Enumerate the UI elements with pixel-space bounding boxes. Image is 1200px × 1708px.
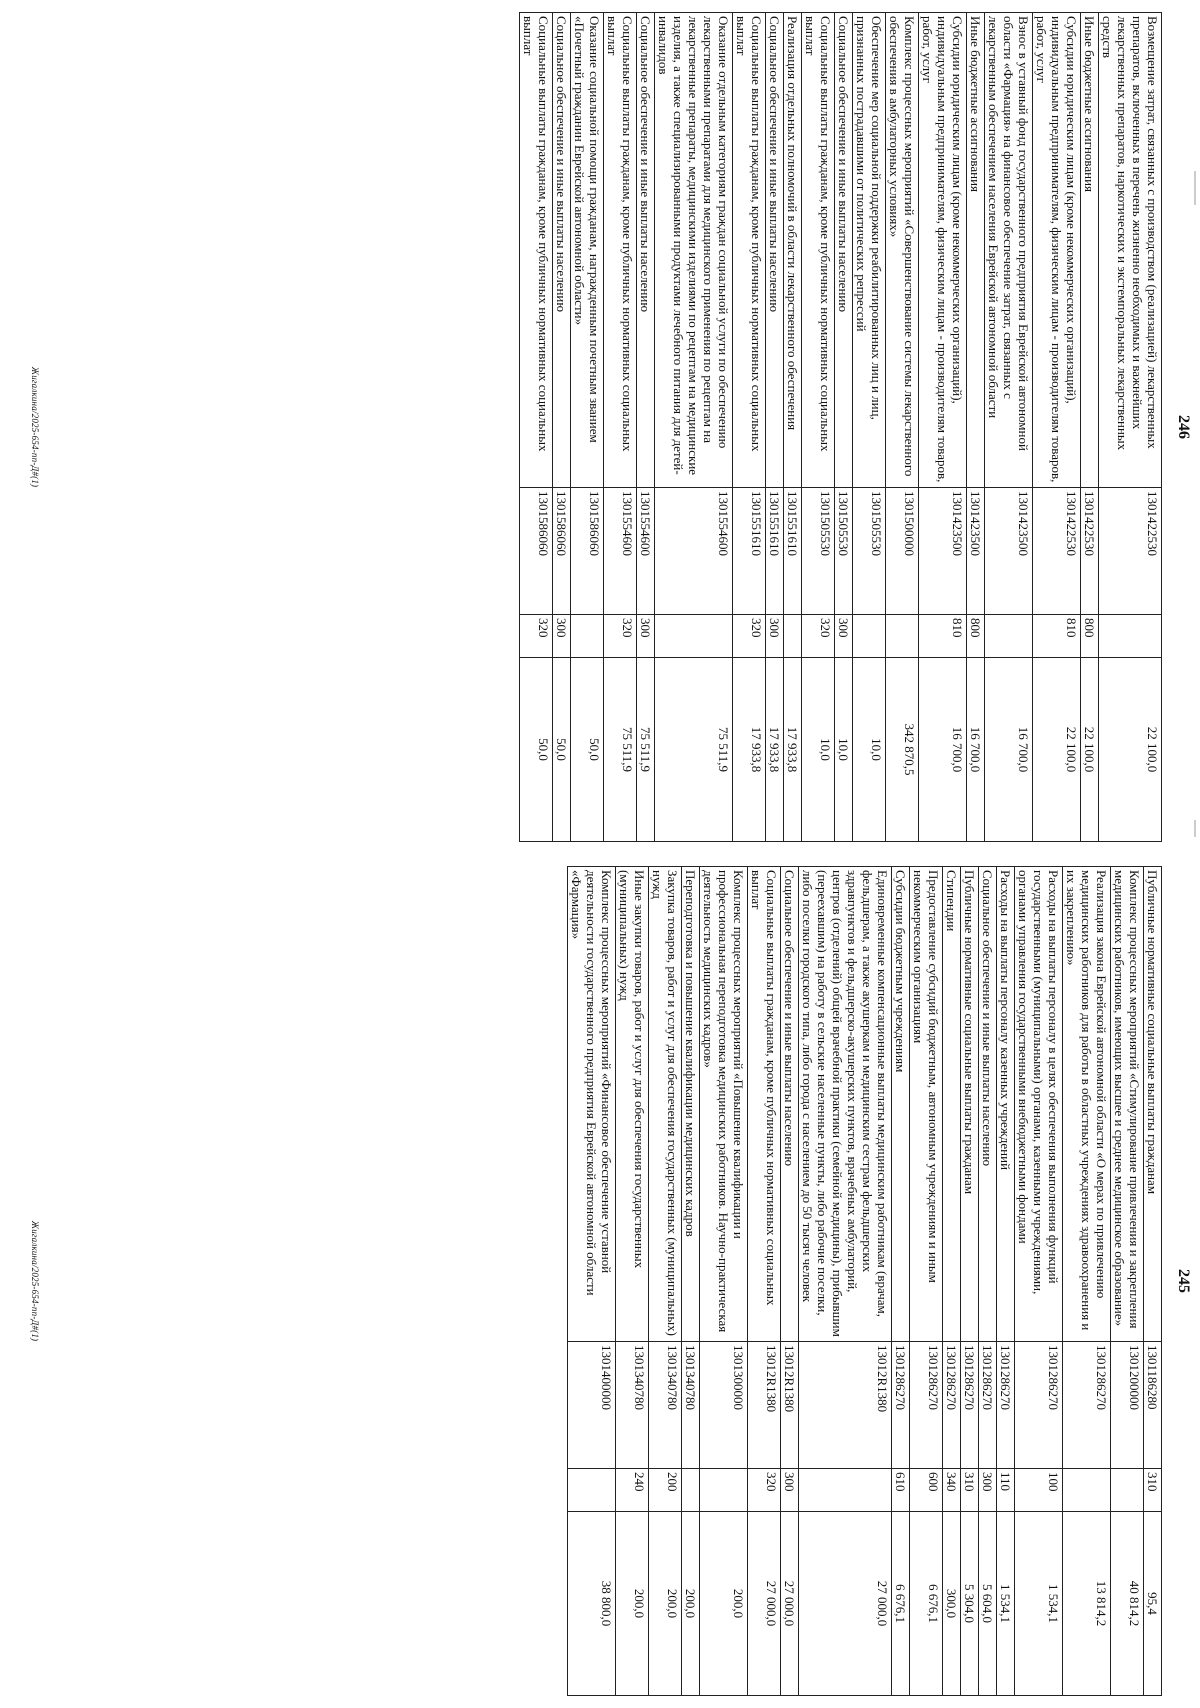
target-code-cell: 1301286270	[892, 1342, 910, 1469]
expense-type-cell: 300	[766, 615, 784, 658]
amount-cell: 200,0	[649, 1512, 682, 1696]
table-row	[748, 867, 781, 1696]
table-row	[784, 13, 802, 842]
row-name-cell: Оказание отдельным категориям граждан социальной услуги по обеспечению лекарственными препаратами для медицинского применения по рецептам на лекарственные препараты, медицинскими изделиями по рецептам на медицинские изделия, а также специализированными продуктами лечебного питания для детей-инвалидов	[655, 13, 733, 488]
expense-type-cell: 340	[943, 1469, 961, 1512]
table-row	[892, 867, 910, 1696]
table-row	[997, 867, 1015, 1696]
target-code-cell: 1301286270	[943, 1342, 961, 1469]
row-name-cell: Оказание социальной помощи гражданам, награжденным почетным званием «Почетный гражданин Еврейской автономной области»	[571, 13, 604, 488]
row-name-cell: Взнос в уставный фонд государственного предприятия Еврейской автономной области «Фармация» на финансовое обеспечение затрат, связанных с лекарственным обеспечением населения Еврейской автономной области	[985, 13, 1033, 488]
table-row	[553, 13, 571, 842]
expense-type-cell	[571, 615, 604, 658]
amount-cell: 75 511,9	[655, 658, 733, 842]
amount-cell: 50,0	[571, 658, 604, 842]
table-row	[733, 13, 766, 842]
row-name-cell: Социальное обеспечение и иные выплаты населению	[553, 13, 571, 488]
document-footer: Жигалкина/2025-654-пп-Д#(1)	[30, 366, 40, 488]
target-code-cell: 1301500000	[886, 488, 919, 615]
expense-type-cell	[655, 615, 733, 658]
row-name-cell: Обеспечение мер социальной поддержки реабилитированных лиц и лиц, признанных пострадавшими от политических репрессий	[853, 13, 886, 488]
amount-cell: 6 676,1	[910, 1512, 943, 1696]
amount-cell: 342 870,5	[886, 658, 919, 842]
amount-cell: 17 933,8	[733, 658, 766, 842]
table-row	[1081, 13, 1099, 842]
row-name-cell: Реализация закона Еврейской автономной области «О мерах по привлечению медицинских работников для работы в областных учреждениях здравоохранения и их закреплению»	[1063, 867, 1111, 1342]
table-row	[700, 867, 748, 1696]
page-245-half	[0, 854, 1200, 1708]
amount-cell: 27 000,0	[799, 1512, 892, 1696]
row-name-cell: Социальное обеспечение и иные выплаты населению	[781, 867, 799, 1342]
amount-cell: 75 511,9	[637, 658, 655, 842]
expense-type-cell: 300	[781, 1469, 799, 1512]
expense-type-cell: 110	[997, 1469, 1015, 1512]
row-name-cell: Субсидии бюджетным учреждениям	[892, 867, 910, 1342]
row-name-cell: Предоставление субсидий бюджетным, автономным учреждениям и иным некоммерческим организациям	[910, 867, 943, 1342]
expense-type-cell: 310	[1144, 1469, 1162, 1512]
target-code-cell: 1301554600	[637, 488, 655, 615]
target-code-cell: 1301400000	[568, 1342, 616, 1469]
amount-cell: 200,0	[700, 1512, 748, 1696]
table-row	[568, 867, 616, 1696]
expense-type-cell	[568, 1469, 616, 1512]
target-code-cell: 1301554600	[655, 488, 733, 615]
target-code-cell: 1301286270	[910, 1342, 943, 1469]
target-code-cell: 1301551610	[784, 488, 802, 615]
target-code-cell: 1301505530	[835, 488, 853, 615]
table-row	[1015, 867, 1063, 1696]
expense-type-cell: 200	[649, 1469, 682, 1512]
table-row	[766, 13, 784, 842]
amount-cell: 22 100,0	[1099, 658, 1162, 842]
amount-cell: 50,0	[520, 658, 553, 842]
table-row	[1033, 13, 1081, 842]
amount-cell: 16 700,0	[967, 658, 985, 842]
amount-cell: 40 814,2	[1111, 1512, 1144, 1696]
table-row	[682, 867, 700, 1696]
expense-type-cell: 300	[553, 615, 571, 658]
budget-table	[519, 12, 1162, 842]
row-name-cell: Субсидии юридическим лицам (кроме некоммерческих организаций), индивидуальным предпринимателям, физическим лицам - производителям товаров, работ, услуг	[1033, 13, 1081, 488]
amount-cell: 10,0	[853, 658, 886, 842]
expense-type-cell: 320	[520, 615, 553, 658]
row-name-cell: Публичные нормативные социальные выплаты гражданам	[1144, 867, 1162, 1342]
expense-type-cell	[799, 1469, 892, 1512]
table-row	[1063, 867, 1111, 1696]
budget-table	[567, 866, 1162, 1696]
expense-type-cell: 240	[616, 1469, 649, 1512]
expense-type-cell: 100	[1015, 1469, 1063, 1512]
table-row	[649, 867, 682, 1696]
amount-cell: 1 534,1	[1015, 1512, 1063, 1696]
row-name-cell: Закупка товаров, работ и услуг для обеспечения государственных (муниципальных) нужд	[649, 867, 682, 1342]
target-code-cell: 1301422530	[1081, 488, 1099, 615]
table-row	[886, 13, 919, 842]
target-code-cell: 1301586060	[553, 488, 571, 615]
row-name-cell: Расходы на выплаты персоналу казенных учреждений	[997, 867, 1015, 1342]
target-code-cell: 1301286270	[997, 1342, 1015, 1469]
table-row	[910, 867, 943, 1696]
expense-type-cell: 310	[961, 1469, 979, 1512]
table-row	[919, 13, 967, 842]
table-row	[637, 13, 655, 842]
target-code-cell: 1301186280	[1144, 1342, 1162, 1469]
amount-cell: 5 604,0	[979, 1512, 997, 1696]
row-name-cell: Социальные выплаты гражданам, кроме публичных нормативных социальных выплат	[802, 13, 835, 488]
target-code-cell: 1301340780	[616, 1342, 649, 1469]
target-code-cell: 1301423500	[919, 488, 967, 615]
amount-cell: 200,0	[682, 1512, 700, 1696]
expense-type-cell	[1111, 1469, 1144, 1512]
table-row	[985, 13, 1033, 842]
amount-cell: 75 511,9	[604, 658, 637, 842]
expense-type-cell: 300	[979, 1469, 997, 1512]
target-code-cell: 1301551610	[733, 488, 766, 615]
target-code-cell: 1301286270	[961, 1342, 979, 1469]
amount-cell: 1 534,1	[997, 1512, 1015, 1696]
target-code-cell: 1301286270	[1015, 1342, 1063, 1469]
row-name-cell: Социальные выплаты гражданам, кроме публичных нормативных социальных выплат	[604, 13, 637, 488]
row-name-cell: Возмещение затрат, связанных с производством (реализацией) лекарственных препаратов, включенных в перечень жизненно необходимых и важнейших лекарственных препаратов, наркотических и экстемпоральных лекарственных средств	[1099, 13, 1162, 488]
row-name-cell: Социальные выплаты гражданам, кроме публичных нормативных социальных выплат	[520, 13, 553, 488]
table-row	[604, 13, 637, 842]
target-code-cell: 1301505530	[853, 488, 886, 615]
target-code-cell: 1301423500	[967, 488, 985, 615]
amount-cell: 27 000,0	[748, 1512, 781, 1696]
expense-type-cell: 320	[733, 615, 766, 658]
target-code-cell: 1301340780	[649, 1342, 682, 1469]
row-name-cell: Комплекс процессных мероприятий «Финансовое обеспечение уставной деятельности государственного предприятия Еврейской автономной области «Фармация»	[568, 867, 616, 1342]
expense-type-cell: 300	[835, 615, 853, 658]
amount-cell: 6 676,1	[892, 1512, 910, 1696]
target-code-cell: 1301286270	[1063, 1342, 1111, 1469]
row-name-cell: Комплекс процессных мероприятий «Стимулирование привлечения и закрепления медицинских работников, имеющих высшее и среднее медицинское образование»	[1111, 867, 1144, 1342]
table-row	[943, 867, 961, 1696]
expense-type-cell	[700, 1469, 748, 1512]
amount-cell: 22 100,0	[1081, 658, 1099, 842]
amount-cell: 10,0	[835, 658, 853, 842]
page-245	[0, 854, 1200, 1708]
amount-cell: 13 814,2	[1063, 1512, 1111, 1696]
expense-type-cell	[985, 615, 1033, 658]
target-code-cell: 1301422530	[1033, 488, 1081, 615]
amount-cell: 17 933,8	[766, 658, 784, 842]
expense-type-cell	[1099, 615, 1162, 658]
expense-type-cell: 810	[919, 615, 967, 658]
page-number: 246	[1175, 415, 1192, 439]
target-code-cell: 1301422530	[1099, 488, 1162, 615]
amount-cell: 22 100,0	[1033, 658, 1081, 842]
expense-type-cell: 810	[1033, 615, 1081, 658]
expense-type-cell: 320	[604, 615, 637, 658]
row-name-cell: Иные бюджетные ассигнования	[1081, 13, 1099, 488]
amount-cell: 200,0	[616, 1512, 649, 1696]
expense-type-cell	[784, 615, 802, 658]
expense-type-cell	[886, 615, 919, 658]
row-name-cell: Социальное обеспечение и иные выплаты населению	[637, 13, 655, 488]
table-row	[967, 13, 985, 842]
row-name-cell: Реализация отдельных полномочий в области лекарственного обеспечения	[784, 13, 802, 488]
row-name-cell: Социальное обеспечение и иные выплаты населению	[979, 867, 997, 1342]
amount-cell: 16 700,0	[919, 658, 967, 842]
table-row	[520, 13, 553, 842]
table-row	[655, 13, 733, 842]
table-row	[979, 867, 997, 1696]
table-row	[1111, 867, 1144, 1696]
target-code-cell: 1301554600	[604, 488, 637, 615]
page-number: 245	[1175, 1269, 1192, 1293]
table-row	[571, 13, 604, 842]
row-name-cell: Социальное обеспечение и иные выплаты населению	[835, 13, 853, 488]
amount-cell: 95,4	[1144, 1512, 1162, 1696]
table-row	[1144, 867, 1162, 1696]
row-name-cell: Расходы на выплаты персоналу в целях обеспечения выполнения функций государственными (муниципальными) органами, казенными учреждениями, органами управления государственными внебюджетными фондами	[1015, 867, 1063, 1342]
expense-type-cell: 600	[910, 1469, 943, 1512]
table-row	[616, 867, 649, 1696]
amount-cell: 16 700,0	[985, 658, 1033, 842]
target-code-cell: 1301300000	[700, 1342, 748, 1469]
amount-cell: 5 304,0	[961, 1512, 979, 1696]
target-code-cell: 1301505530	[802, 488, 835, 615]
row-name-cell: Социальное обеспечение и иные выплаты населению	[766, 13, 784, 488]
amount-cell: 50,0	[553, 658, 571, 842]
scan-edge-marks	[1194, 0, 1196, 1708]
row-name-cell: Социальные выплаты гражданам, кроме публичных нормативных социальных выплат	[748, 867, 781, 1342]
target-code-cell: 13012R1380	[781, 1342, 799, 1469]
row-name-cell: Единовременные компенсационные выплаты медицинским работникам (врачам, фельдшерам, а также акушеркам и медицинским сестрам фельдшерских здравпунктов и фельдшерско-акушерских пунктов, врачебных амбулаторий, центров (отделений) общей врачебной практики (семейной медицины), прибывшим (переехавшим) на работу в сельские населенные пункты, либо рабочие поселки, либо поселки городского типа, либо города с населением до 50 тысяч человек	[799, 867, 892, 1342]
target-code-cell: 1301423500	[985, 488, 1033, 615]
expense-type-cell: 320	[748, 1469, 781, 1512]
expense-type-cell: 320	[802, 615, 835, 658]
expense-type-cell	[853, 615, 886, 658]
table-row	[799, 867, 892, 1696]
row-name-cell: Иные бюджетные ассигнования	[967, 13, 985, 488]
amount-cell: 17 933,8	[784, 658, 802, 842]
table-row	[802, 13, 835, 842]
row-name-cell: Комплекс процессных мероприятий «Повышение квалификации и профессиональная переподготовка медицинских работников. Научно-практическая деятельность медицинских кадров»	[700, 867, 748, 1342]
expense-type-cell: 300	[637, 615, 655, 658]
row-name-cell: Социальные выплаты гражданам, кроме публичных нормативных социальных выплат	[733, 13, 766, 488]
table-row	[1099, 13, 1162, 842]
row-name-cell: Иные закупки товаров, работ и услуг для обеспечения государственных (муниципальных) нужд	[616, 867, 649, 1342]
expense-type-cell: 800	[1081, 615, 1099, 658]
target-code-cell: 1301586060	[520, 488, 553, 615]
target-code-cell: 1301286270	[979, 1342, 997, 1469]
expense-type-cell	[1063, 1469, 1111, 1512]
row-name-cell: Переподготовка и повышение квалификации медицинских кадров	[682, 867, 700, 1342]
table-row	[961, 867, 979, 1696]
target-code-cell: 1301586060	[571, 488, 604, 615]
table-row	[781, 867, 799, 1696]
expense-type-cell: 800	[967, 615, 985, 658]
target-code-cell: 1301200000	[1111, 1342, 1144, 1469]
amount-cell: 38 800,0	[568, 1512, 616, 1696]
target-code-cell: 1301340780	[682, 1342, 700, 1469]
amount-cell: 27 000,0	[781, 1512, 799, 1696]
row-name-cell: Стипендии	[943, 867, 961, 1342]
document-footer: Жигалкина/2025-654-пп-Д#(1)	[30, 1220, 40, 1342]
row-name-cell: Комплекс процессных мероприятий «Совершенствование системы лекарственного обеспечения в амбулаторных условиях»	[886, 13, 919, 488]
row-name-cell: Субсидии юридическим лицам (кроме некоммерческих организаций), индивидуальным предпринимателям, физическим лицам - производителям товаров, работ, услуг	[919, 13, 967, 488]
amount-cell: 300,0	[943, 1512, 961, 1696]
target-code-cell: 1301551610	[766, 488, 784, 615]
table-row	[835, 13, 853, 842]
target-code-cell: 13012R1380	[748, 1342, 781, 1469]
expense-type-cell	[682, 1469, 700, 1512]
row-name-cell: Публичные нормативные социальные выплаты гражданам	[961, 867, 979, 1342]
target-code-cell: 13012R1380	[799, 1342, 892, 1469]
expense-type-cell: 610	[892, 1469, 910, 1512]
amount-cell: 10,0	[802, 658, 835, 842]
table-row	[853, 13, 886, 842]
